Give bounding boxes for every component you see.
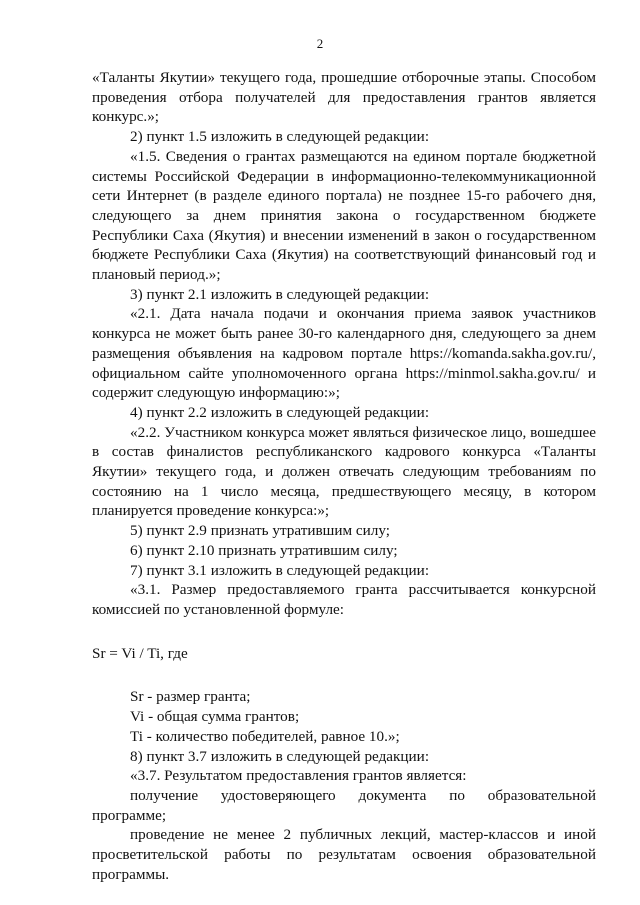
paragraph-clause-1-5: «1.5. Сведения о грантах размещаются на едином портале бюджетной системы Российской Федерации в информационно-телекоммуникационной сети Интернет (в разделе единого портала) не позднее 15-го рабочего дня, следующего за днем принятия закона о государственном бюджете Республики Саха (Якутия) и внесении изменений в закон о государственном бюджете Республики Саха (Якутия) на соответствующий финансовый год и плановый период.»; bbox=[92, 147, 596, 284]
paragraph-clause-2-1: «2.1. Дата начала подачи и окончания приема заявок участников конкурса не может быть ранее 30-го календарного дня, следующего за днем размещения объявления на кадровом портале https://komanda.sakha.gov.ru/, официальном сайте уполномоченного органа https://minmol.sakha.gov.ru/ и содержит следующую информацию:»; bbox=[92, 305, 596, 402]
paragraph-clause-3-7: «3.7. Результатом предоставления грантов является: bbox=[130, 767, 467, 785]
paragraph-item-3: 3) пункт 2.1 изложить в следующей редакции: bbox=[130, 285, 430, 303]
result-item-document: получение удостоверяющего документа по образовательной программе; bbox=[92, 786, 596, 824]
document-body bbox=[92, 68, 596, 884]
result-item-lectures: проведение не менее 2 публичных лекций, мастер-классов и иной просветительской работы по результатам освоения образовательной программы. bbox=[92, 826, 596, 883]
paragraph-item-5: 5) пункт 2.9 признать утратившим силу; bbox=[130, 522, 390, 540]
paragraph-item-2: 2) пункт 1.5 изложить в следующей редакции: bbox=[130, 128, 430, 146]
formula-variable-sr: Sr - размер гранта; bbox=[130, 688, 251, 706]
grant-formula: Sr = Vi / Ti, где bbox=[92, 644, 188, 662]
paragraph-continuation: «Таланты Якутии» текущего года, прошедшие отборочные этапы. Способом проведения отбора получателей для предоставления грантов является конкурс.»; bbox=[92, 69, 596, 126]
paragraph-item-7: 7) пункт 3.1 изложить в следующей редакции: bbox=[130, 561, 430, 579]
formula-variable-ti: Ti - количество победителей, равное 10.»; bbox=[130, 727, 400, 745]
paragraph-item-8: 8) пункт 3.7 изложить в следующей редакции: bbox=[130, 747, 430, 765]
formula-variable-vi: Vi - общая сумма грантов; bbox=[130, 708, 300, 726]
paragraph-item-6: 6) пункт 2.10 признать утратившим силу; bbox=[130, 541, 398, 559]
paragraph-clause-2-2: «2.2. Участником конкурса может являться физическое лицо, вошедшее в состав финалистов республиканского кадрового конкурса «Таланты Якутии» текущего года, и должен отвечать следующим требованиям по состоянию на 1 число месяца, предшествующего месяцу, в котором планируется проведение конкурса:»; bbox=[92, 423, 596, 520]
page-number: 2 bbox=[316, 36, 324, 51]
paragraph-clause-3-1: «3.1. Размер предоставляемого гранта рассчитывается конкурсной комиссией по установленной формуле: bbox=[92, 581, 596, 618]
paragraph-item-4: 4) пункт 2.2 изложить в следующей редакции: bbox=[130, 403, 430, 421]
